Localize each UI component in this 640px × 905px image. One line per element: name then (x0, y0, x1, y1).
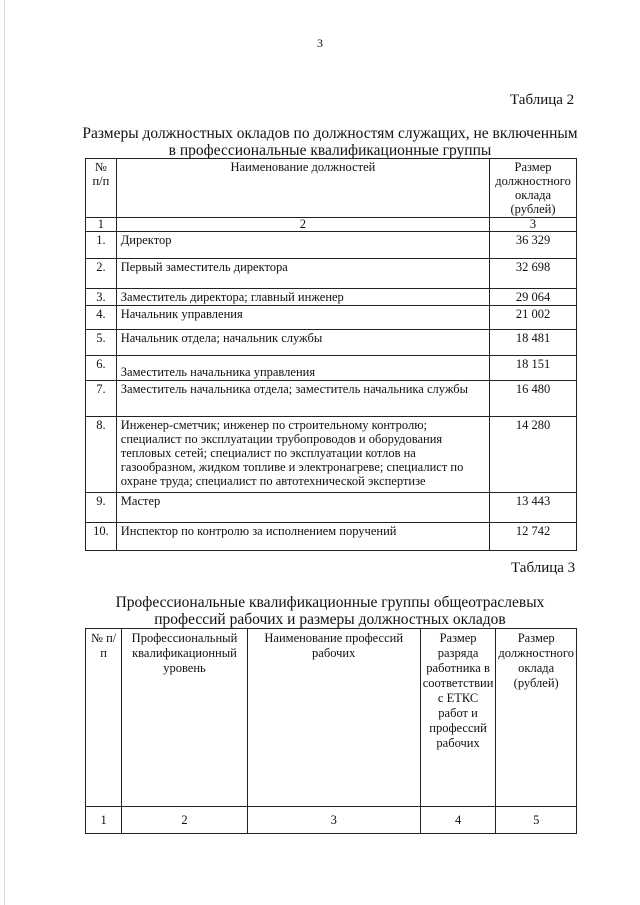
table3-header-num: № п/п (86, 629, 122, 807)
table3-header-grade: Размер разряда работника в соответствии с ЕТКС работ и профессий рабочих (420, 629, 496, 807)
table3-header-salary: Размер должностного оклада (рублей) (496, 629, 577, 807)
table-row (86, 289, 577, 306)
table2-title (60, 125, 600, 159)
table3-colnum-3: 3 (247, 807, 420, 834)
row-position: Инспектор по контролю за исполнением поручений (116, 523, 489, 551)
table-row (86, 232, 577, 259)
table3-title (60, 594, 600, 628)
table3-colnum-1: 1 (86, 807, 122, 834)
table3-header-level: Профессиональный квалификационный уровень (122, 629, 247, 807)
table3-colnum-2: 2 (122, 807, 247, 834)
row-num: 4. (86, 306, 117, 330)
salary-table-employees (85, 158, 577, 551)
table-row (86, 259, 577, 289)
table2-colnum-1: 1 (86, 218, 117, 232)
table3-caption: Таблица 3 (511, 560, 576, 576)
table-row (86, 356, 577, 381)
row-salary: 32 698 (490, 259, 577, 289)
table2-title-line1: Размеры должностных окладов по должностям служащих, не включенным (82, 125, 578, 142)
table-row (86, 330, 577, 356)
row-position: Заместитель начальника управления (116, 356, 489, 381)
row-num: 8. (86, 417, 117, 493)
page-number: 3 (317, 36, 323, 50)
table3-colnum-4: 4 (420, 807, 496, 834)
table2-header-salary: Размер должностного оклада (рублей) (490, 159, 577, 218)
table2-colnum-2: 2 (116, 218, 489, 232)
row-salary: 36 329 (490, 232, 577, 259)
row-num: 6. (86, 356, 117, 381)
table3-header-name: Наименование профессий рабочих (247, 629, 420, 807)
row-num: 2. (86, 259, 117, 289)
table2-caption: Таблица 2 (510, 92, 575, 108)
worker-professions-table (85, 628, 577, 834)
table-row (86, 493, 577, 523)
row-salary: 29 064 (490, 289, 577, 306)
row-num: 10. (86, 523, 117, 551)
row-num: 5. (86, 330, 117, 356)
table2-column-numbers-row (86, 218, 577, 232)
row-salary: 16 480 (490, 381, 577, 417)
row-salary: 18 481 (490, 330, 577, 356)
table2-colnum-3: 3 (490, 218, 577, 232)
row-position: Заместитель директора; главный инженер (116, 289, 489, 306)
row-salary: 21 002 (490, 306, 577, 330)
row-num: 1. (86, 232, 117, 259)
row-num: 9. (86, 493, 117, 523)
table3-colnum-5: 5 (496, 807, 577, 834)
row-position: Первый заместитель директора (116, 259, 489, 289)
row-num: 7. (86, 381, 117, 417)
row-salary: 18 151 (490, 356, 577, 381)
table3-header-row (86, 629, 577, 807)
row-position: Мастер (116, 493, 489, 523)
table-row (86, 381, 577, 417)
row-num: 3. (86, 289, 117, 306)
table2-header-row (86, 159, 577, 218)
table3-column-numbers-row (86, 807, 577, 834)
table2-header-num: № п/п (86, 159, 117, 218)
table2-header-name: Наименование должностей (116, 159, 489, 218)
table3-title-line2: профессий рабочих и размеры должностных окладов (154, 611, 506, 628)
row-position: Начальник управления (116, 306, 489, 330)
row-salary: 12 742 (490, 523, 577, 551)
row-salary: 14 280 (490, 417, 577, 493)
row-salary: 13 443 (490, 493, 577, 523)
table-row (86, 523, 577, 551)
table-row (86, 306, 577, 330)
row-position: Заместитель начальника отдела; заместитель начальника службы (116, 381, 489, 417)
table2-title-line2: в профессиональные квалификационные группы (168, 142, 492, 159)
table-row (86, 417, 577, 493)
row-position: Директор (116, 232, 489, 259)
row-position: Инженер-сметчик; инженер по строительному контролю; специалист по эксплуатации трубопроводов и оборудования тепловых сетей; специалист по эксплуатации котлов на газообразном, жидком топливе и электронагреве; специалист по охране труда; специалист по автотехнической экспертизе (116, 417, 489, 493)
row-position: Начальник отдела; начальник службы (116, 330, 489, 356)
scan-edge (4, 0, 5, 905)
table3-title-line1: Профессиональные квалификационные группы общеотраслевых (115, 594, 545, 611)
